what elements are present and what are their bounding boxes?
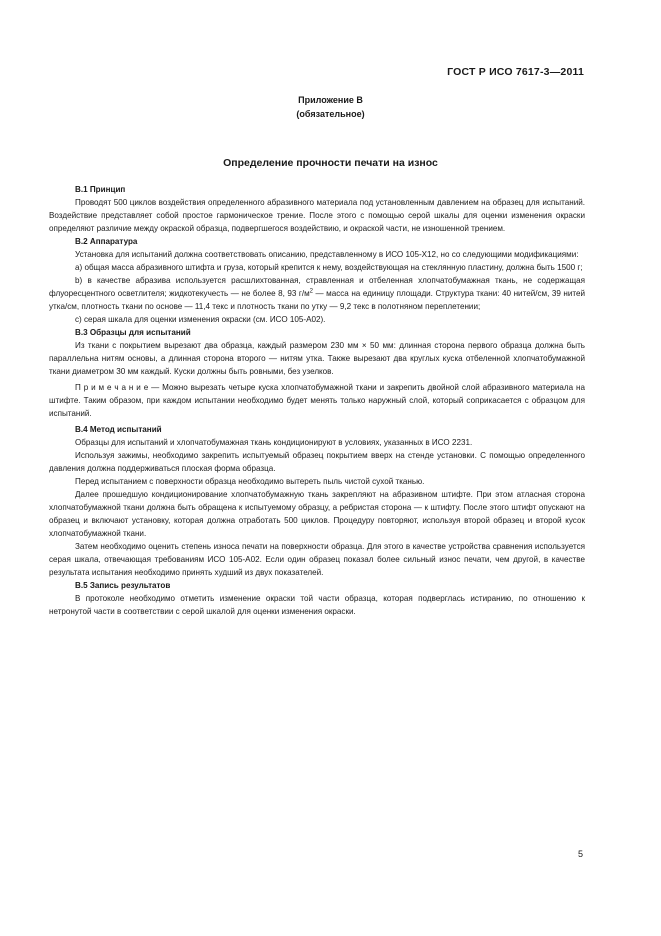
paragraph: Используя зажимы, необходимо закрепить испытуемый образец покрытием вверх на стенде установки. С помощью определенного давления должна поддерживаться плоская форма образца. <box>49 451 585 473</box>
paragraph: Из ткани с покрытием вырезают два образца, каждый размером 230 мм × 50 мм: длинная сторона первого образца должна быть параллельна нитям основы, а длинная сторона второго — нитям утка. Также вырезают два круглых куска отбеленной хлопчатобумажной ткани диаметром 30 мм каждый. Куски должны быть ровными, без узелков. <box>49 341 585 376</box>
list-item-b: b) в качестве абразива используется расшлихтованная, стравленная и отбеленная хлопчатобумажная ткань, не содержащая флуоресцентного осветлителя; жидкотекучесть — не более 8, 93 $г/м^2$ — масса на единицу площади. Структура ткани: 40 нитей/см, 39 нитей утка/см, плотность ткани по основе — 11,4 текс и плотность ткани по утку — 9,2 текс в полотняном переплетении; <box>49 276 585 311</box>
paragraph: Перед испытанием с поверхности образца необходимо вытереть пыль чистой сухой тканью. <box>75 477 425 486</box>
annex-status: (обязательное) <box>296 109 365 119</box>
annex-label: Приложение В <box>298 95 363 105</box>
paragraph: В протоколе необходимо отметить изменение окраски той части образца, которая подверглась истиранию, по отношению к нетронутой части в соответствии с серой шкалой для оценки изменения окраски. <box>49 594 585 616</box>
paragraph: Установка для испытаний должна соответствовать описанию, представленному в ИСО 105-Х12, но со следующими модификациями: <box>75 250 579 259</box>
document-body <box>49 183 585 618</box>
page-number: 5 <box>577 849 583 859</box>
section-heading-b5: В.5 Запись результатов <box>75 581 171 590</box>
note-label: П р и м е ч а н и е <box>75 383 149 392</box>
section-heading-b3: В.3 Образцы для испытаний <box>75 328 191 337</box>
paragraph: Образцы для испытаний и хлопчатобумажная ткань кондиционируют в условиях, указанных в ИСО 2231. <box>75 438 473 447</box>
note: П р и м е ч а н и е — Можно вырезать четыре куска хлопчатобумажной ткани и закрепить двойной слой абразивного материала на штифте. Таким образом, при каждом испытании необходимо будет менять только наружный слой, который соприкасается с образцом для испытаний. <box>49 383 585 418</box>
section-heading-b2: В.2 Аппаратура <box>75 237 138 246</box>
list-item-c: с) серая шкала для оценки изменения окраски (см. ИСО 105-А02). <box>75 315 326 324</box>
paragraph: Затем необходимо оценить степень износа печати на поверхности образца. Для этого в качестве устройства сравнения используется серая шкала, отвечающая требованиям ИСО 105-А02. Если один образец показал более сильный износ печати, чем другой, в качестве результата испытания необходимо принять худший из двух показателей. <box>49 542 585 577</box>
standard-designation: ГОСТ Р ИСО 7617-3—2011 <box>447 66 584 78</box>
document-title: Определение прочности печати на износ <box>223 157 438 169</box>
paragraph: Проводят 500 циклов воздействия определенного абразивного материала под установленным давлением на образец для испытаний. Воздействие представляет собой простое гармоническое трение. После этого с помощью серой шкалы для оценки изменения окраски определяют различие между окраской образца, подвергшегося воздействию, и окраской части, не изношенной трением. <box>49 198 585 233</box>
paragraph: Далее прошедшую кондиционирование хлопчатобумажную ткань закрепляют на абразивном штифте. При этом атласная сторона хлопчатобумажной ткани должна быть обращена к испытуемому образцу, а ребристая сторона — к штифту. После этого штифт опускают на образец и включают установку, которая должна отработать 500 циклов. Процедуру повторяют, используя второй образец и второй кусок хлопчатобумажной ткани. <box>49 490 585 538</box>
list-item-a: а) общая масса абразивного штифта и груза, который крепится к нему, воздействующая на стеклянную пластину, должна быть 1500 г; <box>75 263 583 272</box>
section-heading-b4: В.4 Метод испытаний <box>75 425 162 434</box>
section-heading-b1: В.1 Принцип <box>75 185 126 194</box>
